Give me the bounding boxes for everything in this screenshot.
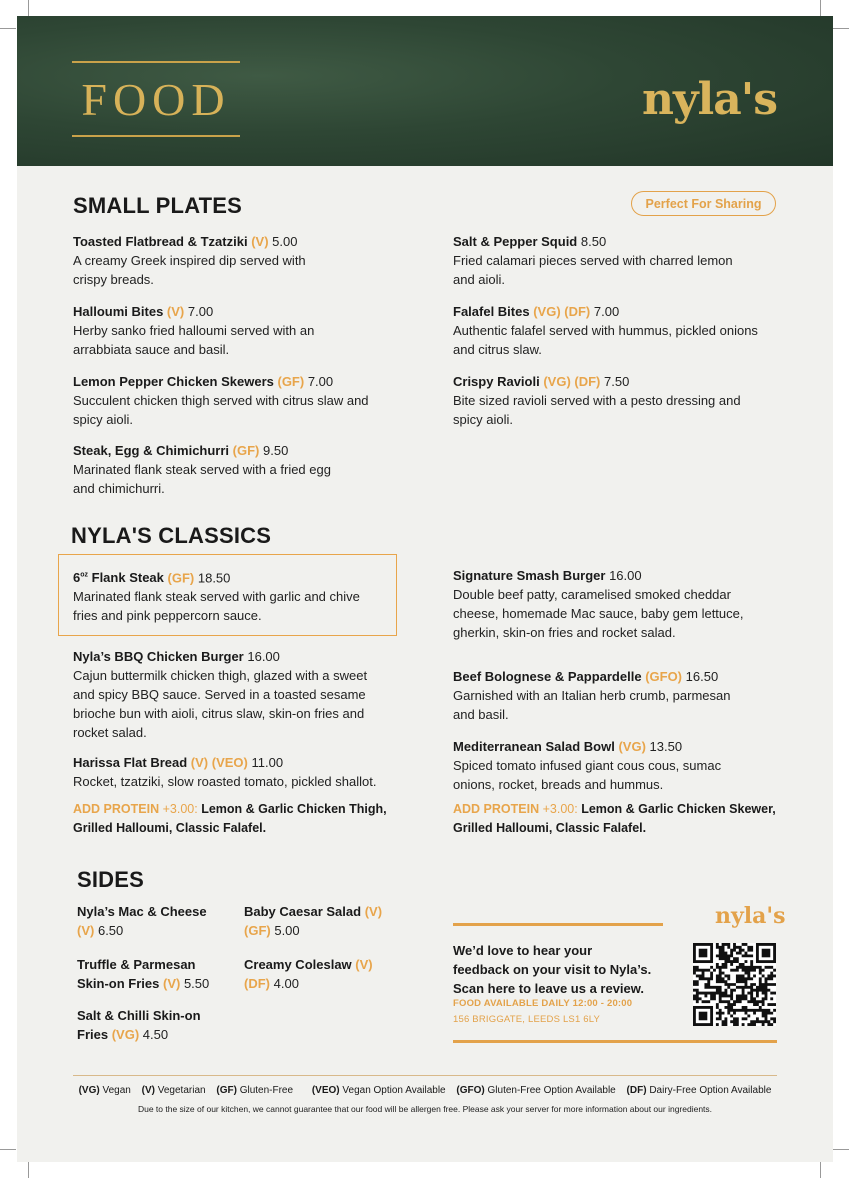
- item-name: Skin-on Fries: [77, 976, 160, 991]
- crop-mark: [833, 1149, 849, 1150]
- item-name-unit: oz: [80, 572, 89, 579]
- item-name: Fries: [77, 1027, 109, 1042]
- item-price: 5.00: [272, 234, 298, 249]
- item-description: spicy aioli.: [73, 412, 133, 427]
- section-title-classics: NYLA'S CLASSICS: [71, 523, 272, 548]
- menu-item: [453, 737, 793, 794]
- item-name: Toasted Flatbread & Tzatziki: [73, 234, 248, 249]
- legend-label: Dairy-Free Option Available: [649, 1085, 772, 1096]
- add-protein-options: Grilled Halloumi, Classic Falafel.: [453, 821, 647, 835]
- section-title-small-plates: SMALL PLATES: [73, 193, 243, 218]
- add-protein-price: +3.00:: [542, 802, 578, 816]
- item-description: rocket salad.: [73, 725, 147, 740]
- menu-page: [17, 16, 833, 1162]
- item-tags: (GF): [232, 443, 260, 458]
- dietary-legend: [17, 1085, 833, 1096]
- item-price: 5.00: [274, 923, 300, 938]
- item-description: and aioli.: [453, 272, 506, 287]
- legend-code: (GF): [216, 1085, 237, 1096]
- crop-mark: [28, 1162, 29, 1178]
- item-description: A creamy Greek inspired dip served with: [73, 253, 306, 268]
- item-name: Lemon Pepper Chicken Skewers: [73, 374, 274, 389]
- menu-item: [453, 372, 793, 429]
- item-description: Garnished with an Italian herb crumb, parmesan: [453, 688, 731, 703]
- item-price: 16.50: [685, 669, 719, 684]
- item-name: Salt & Chilli Skin-on: [77, 1008, 201, 1023]
- menu-item: [73, 647, 413, 742]
- item-tags: (VG) (DF): [543, 374, 601, 389]
- item-description: gherkin, skin-on fries and rocket salad.: [453, 625, 676, 640]
- item-description: and basil.: [453, 707, 509, 722]
- item-description: Herby sanko fried halloumi served with an: [73, 323, 315, 338]
- feedback-line: Scan here to leave us a review.: [453, 981, 645, 996]
- item-description: and chimichurri.: [73, 481, 165, 496]
- item-tags: (GFO): [645, 669, 683, 684]
- item-description: Spiced tomato infused giant cous cous, sumac: [453, 758, 722, 773]
- menu-item: [73, 753, 413, 791]
- item-tags: (GF): [244, 923, 271, 938]
- menu-item: [73, 441, 403, 498]
- menu-item: [453, 232, 793, 289]
- item-description: Rocket, tzatziki, slow roasted tomato, pickled shallot.: [73, 774, 377, 789]
- legend-label: Vegan Option Available: [342, 1085, 446, 1096]
- feedback-line: feedback on your visit to Nyla’s.: [453, 962, 652, 977]
- food-title-frame: [72, 61, 240, 137]
- feedback-line: We’d love to hear your: [453, 943, 593, 958]
- add-protein-note: [73, 800, 413, 838]
- qr-code-icon[interactable]: [693, 943, 776, 1026]
- menu-item: [73, 302, 403, 359]
- side-item: [244, 902, 414, 940]
- allergen-disclaimer: Due to the size of our kitchen, we cannot guarantee that our food will be allergen free. Please ask your server for more information about our ingredients.: [137, 1104, 713, 1114]
- item-tags: (V): [162, 976, 181, 991]
- menu-item: [73, 372, 413, 429]
- item-description: fries and pink peppercorn sauce.: [73, 608, 262, 624]
- item-tags: (V) (VEO): [190, 755, 248, 770]
- menu-item: [453, 302, 793, 359]
- item-tags: (DF): [244, 976, 270, 991]
- legend-code: (VG): [78, 1085, 100, 1096]
- add-protein-label: ADD PROTEIN: [73, 802, 160, 816]
- legend-divider: [73, 1075, 777, 1076]
- item-name: [73, 570, 164, 585]
- qr-code-graphic: [693, 943, 776, 1026]
- item-description: crispy breads.: [73, 272, 154, 287]
- item-tags: (V): [77, 923, 95, 938]
- item-name: Falafel Bites: [453, 304, 530, 319]
- feedback-message: [453, 941, 683, 998]
- add-protein-price: +3.00:: [162, 802, 198, 816]
- page-title: FOOD: [81, 73, 231, 125]
- item-name-number: 6: [73, 570, 81, 586]
- item-name: Beef Bolognese & Pappardelle: [453, 669, 642, 684]
- item-name: Mediterranean Salad Bowl: [453, 739, 615, 754]
- add-protein-options: Lemon & Garlic Chicken Skewer,: [581, 802, 776, 816]
- restaurant-address: 156 BRIGGATE, LEEDS LS1 6LY: [453, 1014, 601, 1025]
- item-name: Truffle & Parmesan: [77, 957, 196, 972]
- item-description: Authentic falafel served with hummus, pickled onions: [453, 323, 758, 338]
- item-price: 16.00: [247, 649, 280, 664]
- add-protein-note: [453, 800, 793, 838]
- item-description: Double beef patty, caramelised smoked cheddar: [453, 587, 731, 602]
- food-availability: FOOD AVAILABLE DAILY 12:00 - 20:00: [453, 998, 633, 1009]
- item-description: Marinated flank steak served with garlic and chive: [73, 589, 360, 605]
- crop-mark: [0, 1149, 16, 1150]
- item-price: 13.50: [649, 739, 683, 754]
- crop-mark: [28, 0, 29, 16]
- side-item: [244, 955, 414, 993]
- item-price: 6.50: [97, 923, 124, 938]
- header-banner: [17, 16, 833, 166]
- item-description: brioche bun with aioli, citrus slaw, skin-on fries and: [73, 706, 365, 721]
- item-name: Baby Caesar Salad: [244, 904, 362, 919]
- item-price: 11.00: [251, 755, 284, 770]
- item-tags: (V): [166, 304, 185, 319]
- feedback-bottom-rule: [453, 1040, 777, 1043]
- feedback-top-rule: [453, 923, 663, 926]
- item-description: and citrus slaw.: [453, 342, 542, 357]
- item-name: Creamy Coleslaw: [244, 957, 352, 972]
- menu-item: [73, 566, 403, 625]
- add-protein-options: Grilled Halloumi, Classic Falafel.: [73, 821, 267, 835]
- item-price: 7.00: [187, 304, 214, 319]
- item-name-text: Flank Steak: [88, 570, 164, 586]
- item-description: spicy aioli.: [453, 412, 513, 427]
- item-price: 18.50: [197, 570, 231, 586]
- item-name: Nyla’s Mac & Cheese: [77, 904, 207, 919]
- item-price: 7.50: [604, 374, 630, 389]
- item-description: Cajun buttermilk chicken thigh, glazed with a sweet: [73, 668, 368, 683]
- item-name: Nyla’s BBQ Chicken Burger: [73, 649, 244, 664]
- item-tags: (GF): [167, 570, 195, 586]
- add-protein-options: Lemon & Garlic Chicken Thigh,: [201, 802, 387, 816]
- crop-mark: [0, 28, 16, 29]
- item-description: Succulent chicken thigh served with citrus slaw and: [73, 393, 369, 408]
- item-tags: (VG): [618, 739, 646, 754]
- section-title-sides: SIDES: [77, 867, 145, 892]
- item-description: cheese, homemade Mac sauce, baby gem lettuce,: [453, 606, 744, 621]
- legend-code: (DF): [626, 1085, 647, 1096]
- legend-label: Vegetarian: [157, 1085, 206, 1096]
- item-description: Marinated flank steak served with a fried egg: [73, 462, 331, 477]
- item-price: 8.50: [580, 234, 607, 249]
- legend-label: Gluten-Free Option Available: [487, 1085, 616, 1096]
- feedback-brand-logo: nyla's: [715, 903, 786, 929]
- item-price: 5.50: [183, 976, 210, 991]
- item-name: Steak, Egg & Chimichurri: [73, 443, 230, 458]
- item-description: Bite sized ravioli served with a pesto dressing and: [453, 393, 741, 408]
- crop-mark: [820, 1162, 821, 1178]
- item-tags: (VG): [111, 1027, 140, 1042]
- legend-label: Gluten-Free: [239, 1085, 294, 1096]
- item-price: 7.00: [593, 304, 620, 319]
- legend-label: Vegan: [102, 1085, 131, 1096]
- item-tags: (V): [364, 904, 383, 919]
- item-description: arrabbiata sauce and basil.: [73, 342, 230, 357]
- item-price: 16.00: [609, 568, 642, 583]
- item-name: Halloumi Bites: [73, 304, 164, 319]
- menu-item: [73, 232, 403, 289]
- add-protein-label: ADD PROTEIN: [453, 802, 540, 816]
- item-tags: (V): [355, 957, 373, 972]
- item-price: 4.50: [142, 1027, 169, 1042]
- item-name: Harissa Flat Bread: [73, 755, 188, 770]
- item-description: Fried calamari pieces served with charred lemon: [453, 253, 733, 268]
- item-price: 7.00: [307, 374, 334, 389]
- item-price: 4.00: [273, 976, 299, 991]
- item-description: and spicy BBQ sauce. Served in a toasted sesame: [73, 687, 366, 702]
- item-tags: (GF): [277, 374, 305, 389]
- sharing-badge: Perfect For Sharing: [631, 191, 776, 216]
- side-item: [77, 902, 237, 940]
- item-price: 9.50: [263, 443, 289, 458]
- item-name: Crispy Ravioli: [453, 374, 540, 389]
- item-tags: (V): [251, 234, 269, 249]
- brand-logo: nyla's: [641, 74, 777, 125]
- side-item: [77, 955, 237, 993]
- crop-mark: [833, 28, 849, 29]
- side-item: [77, 1006, 237, 1044]
- item-description: onions, rocket, breads and hummus.: [453, 777, 664, 792]
- item-name: Signature Smash Burger: [453, 568, 606, 583]
- legend-code: (GFO): [456, 1085, 485, 1096]
- item-tags: (VG) (DF): [533, 304, 591, 319]
- menu-item: [453, 566, 793, 642]
- item-name: Salt & Pepper Squid: [453, 234, 578, 249]
- legend-code: (V): [141, 1085, 155, 1096]
- legend-code: (VEO): [311, 1085, 340, 1096]
- menu-item: [453, 667, 793, 724]
- crop-mark: [820, 0, 821, 16]
